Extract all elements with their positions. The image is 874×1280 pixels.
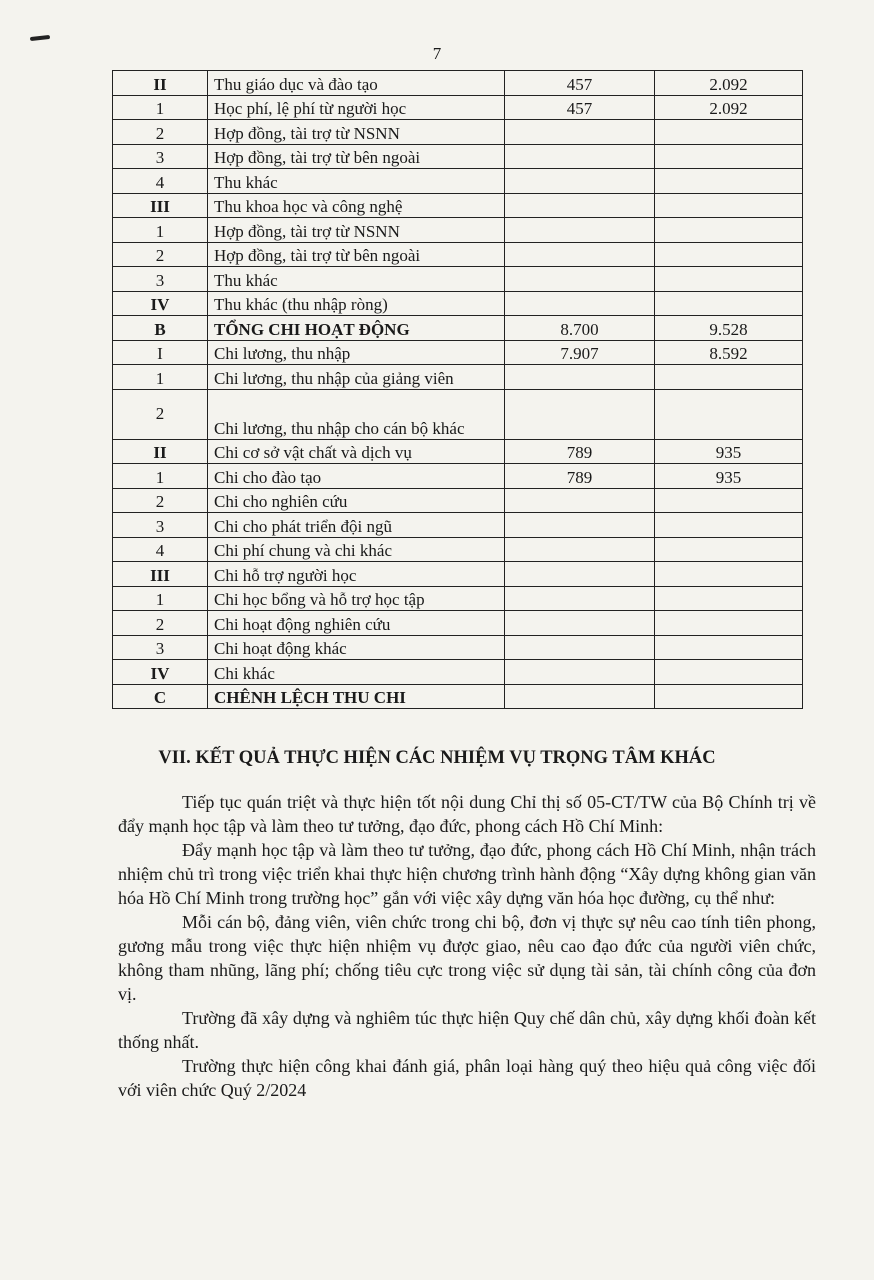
- row-value-1: [505, 365, 655, 390]
- page-number: 7: [432, 44, 442, 63]
- table-row: [113, 464, 803, 489]
- table-row: [113, 291, 803, 316]
- row-value-2: [655, 169, 803, 194]
- table-row: [113, 120, 803, 145]
- row-label: Chi cho nghiên cứu: [208, 488, 505, 513]
- row-value-1: [505, 218, 655, 243]
- row-value-2: 2.092: [655, 71, 803, 96]
- row-value-2: [655, 291, 803, 316]
- row-code: 2: [113, 242, 208, 267]
- row-code: 2: [113, 389, 208, 439]
- row-value-2: 935: [655, 439, 803, 464]
- row-value-2: [655, 562, 803, 587]
- row-value-2: [655, 389, 803, 439]
- paragraph: Trường đã xây dựng và nghiêm túc thực hiện Quy chế dân chủ, xây dựng khối đoàn kết thống nhất.: [118, 1008, 816, 1052]
- row-value-2: 8.592: [655, 340, 803, 365]
- row-value-2: 2.092: [655, 95, 803, 120]
- row-label: Thu khác (thu nhập ròng): [208, 291, 505, 316]
- table-row: [113, 389, 803, 439]
- table-row: [113, 242, 803, 267]
- row-value-1: [505, 291, 655, 316]
- row-label: Chi hỗ trợ người học: [208, 562, 505, 587]
- paragraph: Mỗi cán bộ, đảng viên, viên chức trong chi bộ, đơn vị thực sự nêu cao tính tiên phong, gương mẫu trong việc thực hiện nhiệm vụ được giao, nêu cao đạo đức của người viên chức, không tham nhũng, lãng phí; chống tiêu cực trong việc sử dụng tài sản, tài chính công của đơn vị.: [118, 912, 816, 1004]
- row-code: II: [113, 439, 208, 464]
- row-label: Chi cho phát triển đội ngũ: [208, 513, 505, 538]
- table-row: [113, 169, 803, 194]
- row-code: IV: [113, 291, 208, 316]
- row-value-2: [655, 242, 803, 267]
- row-label: CHÊNH LỆCH THU CHI: [208, 684, 505, 709]
- row-value-1: 457: [505, 71, 655, 96]
- row-label: Chi học bổng và hỗ trợ học tập: [208, 586, 505, 611]
- row-value-1: 789: [505, 439, 655, 464]
- row-value-1: [505, 611, 655, 636]
- row-value-1: [505, 267, 655, 292]
- row-code: II: [113, 71, 208, 96]
- row-code: 2: [113, 120, 208, 145]
- row-value-2: 9.528: [655, 316, 803, 341]
- table-row: [113, 439, 803, 464]
- row-label: TỔNG CHI HOẠT ĐỘNG: [208, 316, 505, 341]
- row-value-1: [505, 660, 655, 685]
- section-body: [118, 790, 816, 1102]
- table-row: [113, 586, 803, 611]
- row-label: Chi khác: [208, 660, 505, 685]
- row-code: III: [113, 193, 208, 218]
- row-code: IV: [113, 660, 208, 685]
- row-value-1: [505, 513, 655, 538]
- row-code: 4: [113, 537, 208, 562]
- row-label: Chi phí chung và chi khác: [208, 537, 505, 562]
- row-value-2: [655, 267, 803, 292]
- row-value-2: [655, 488, 803, 513]
- table-row: [113, 365, 803, 390]
- row-value-2: [655, 660, 803, 685]
- row-label: Chi lương, thu nhập của giảng viên: [208, 365, 505, 390]
- scan-mark: [30, 35, 50, 41]
- row-value-2: 935: [655, 464, 803, 489]
- row-value-1: [505, 635, 655, 660]
- row-value-1: [505, 144, 655, 169]
- row-code: 1: [113, 586, 208, 611]
- budget-table-body: [113, 71, 803, 709]
- budget-table: [112, 70, 803, 709]
- table-row: [113, 95, 803, 120]
- row-label: Chi lương, thu nhập: [208, 340, 505, 365]
- row-value-2: [655, 611, 803, 636]
- row-value-1: [505, 120, 655, 145]
- row-value-1: 7.907: [505, 340, 655, 365]
- row-value-1: 457: [505, 95, 655, 120]
- row-value-2: [655, 218, 803, 243]
- row-label: Chi lương, thu nhập cho cán bộ khác: [208, 389, 505, 439]
- row-value-2: [655, 120, 803, 145]
- row-code: 4: [113, 169, 208, 194]
- row-value-1: [505, 537, 655, 562]
- table-row: [113, 267, 803, 292]
- row-value-2: [655, 144, 803, 169]
- row-value-2: [655, 537, 803, 562]
- row-value-1: [505, 488, 655, 513]
- table-row: [113, 71, 803, 96]
- row-code: III: [113, 562, 208, 587]
- row-label: Thu khác: [208, 169, 505, 194]
- table-row: [113, 562, 803, 587]
- row-code: 1: [113, 95, 208, 120]
- row-value-1: [505, 169, 655, 194]
- row-code: I: [113, 340, 208, 365]
- table-row: [113, 218, 803, 243]
- paragraph: Trường thực hiện công khai đánh giá, phân loại hàng quý theo hiệu quả công việc đối với viên chức Quý 2/2024: [118, 1056, 816, 1100]
- table-row: [113, 684, 803, 709]
- row-label: Chi cho đào tạo: [208, 464, 505, 489]
- row-code: 1: [113, 365, 208, 390]
- row-label: Hợp đồng, tài trợ từ NSNN: [208, 218, 505, 243]
- table-row: [113, 340, 803, 365]
- table-row: [113, 537, 803, 562]
- row-value-1: [505, 586, 655, 611]
- table-row: [113, 611, 803, 636]
- table-row: [113, 144, 803, 169]
- row-value-2: [655, 684, 803, 709]
- row-code: 3: [113, 267, 208, 292]
- row-value-1: [505, 242, 655, 267]
- table-row: [113, 316, 803, 341]
- row-label: Chi hoạt động khác: [208, 635, 505, 660]
- paragraph: Tiếp tục quán triệt và thực hiện tốt nội dung Chỉ thị số 05-CT/TW của Bộ Chính trị về đẩy mạnh học tập và làm theo tư tưởng, đạo đức, phong cách Hồ Chí Minh:: [118, 792, 816, 836]
- row-value-1: [505, 562, 655, 587]
- row-code: 3: [113, 635, 208, 660]
- row-value-1: [505, 193, 655, 218]
- row-label: Hợp đồng, tài trợ từ bên ngoài: [208, 242, 505, 267]
- table-row: [113, 635, 803, 660]
- row-code: B: [113, 316, 208, 341]
- table-row: [113, 513, 803, 538]
- row-value-2: [655, 635, 803, 660]
- row-value-2: [655, 586, 803, 611]
- paragraph: Đẩy mạnh học tập và làm theo tư tưởng, đạo đức, phong cách Hồ Chí Minh, nhận trách nhiệm chủ trì trong việc triển khai thực hiện chương trình hành động “Xây dựng không gian văn hóa Hồ Chí Minh trong trường học” gắn với việc xây dựng văn hóa học đường, cụ thể như:: [118, 840, 816, 908]
- row-label: Thu khoa học và công nghệ: [208, 193, 505, 218]
- row-label: Hợp đồng, tài trợ từ NSNN: [208, 120, 505, 145]
- row-label: Hợp đồng, tài trợ từ bên ngoài: [208, 144, 505, 169]
- row-value-2: [655, 365, 803, 390]
- row-value-1: 8.700: [505, 316, 655, 341]
- row-code: 2: [113, 488, 208, 513]
- row-label: Học phí, lệ phí từ người học: [208, 95, 505, 120]
- row-value-2: [655, 193, 803, 218]
- row-code: 2: [113, 611, 208, 636]
- row-value-2: [655, 513, 803, 538]
- row-label: Chi hoạt động nghiên cứu: [208, 611, 505, 636]
- row-code: 1: [113, 218, 208, 243]
- table-row: [113, 660, 803, 685]
- row-code: C: [113, 684, 208, 709]
- row-value-1: [505, 684, 655, 709]
- row-code: 1: [113, 464, 208, 489]
- row-code: 3: [113, 513, 208, 538]
- row-value-1: 789: [505, 464, 655, 489]
- row-label: Thu giáo dục và đào tạo: [208, 71, 505, 96]
- table-row: [113, 193, 803, 218]
- row-code: 3: [113, 144, 208, 169]
- section-heading: VII. KẾT QUẢ THỰC HIỆN CÁC NHIỆM VỤ TRỌNG TÂM KHÁC: [158, 748, 716, 768]
- row-value-1: [505, 389, 655, 439]
- table-row: [113, 488, 803, 513]
- row-label: Chi cơ sở vật chất và dịch vụ: [208, 439, 505, 464]
- row-label: Thu khác: [208, 267, 505, 292]
